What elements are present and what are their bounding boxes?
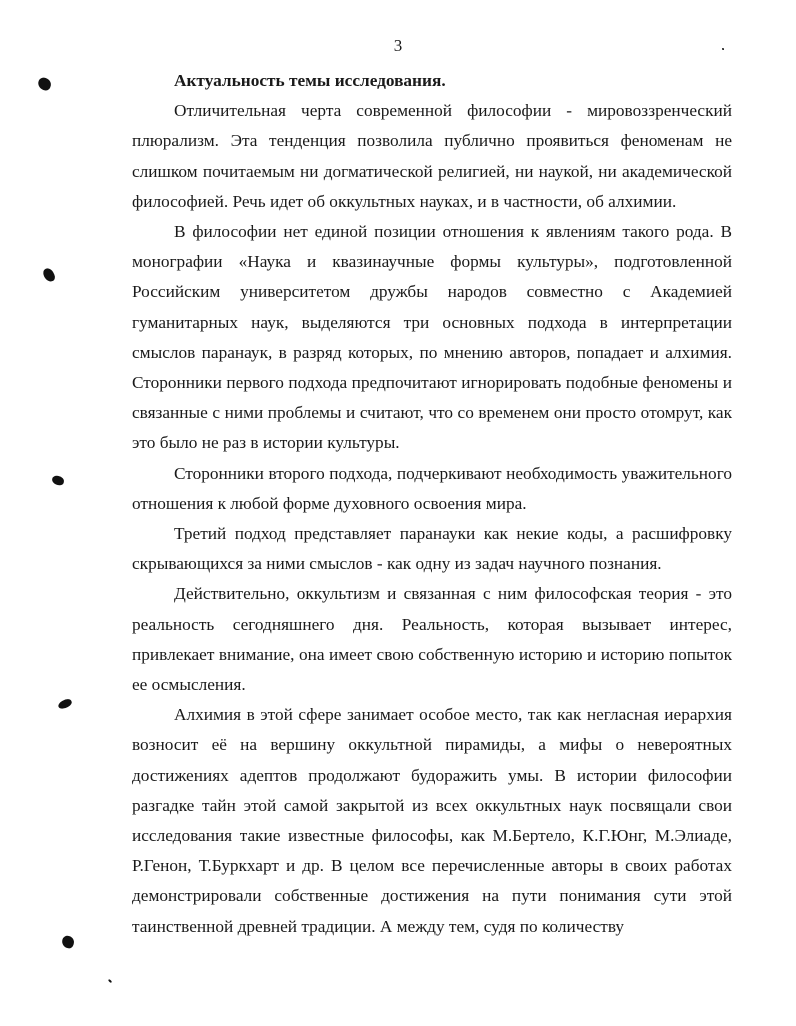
- scan-mark-1: [36, 76, 52, 92]
- paragraph-6: Алхимия в этой сфере занимает особое место, так как негласная иерархия возносит её на вершину оккультной пирамиды, а мифы о невероятных достижениях адептов продолжают будоражить умы. В истории философии разгадке тайн этой самой закрытой из всех оккультных наук посвящали свои исследования такие известные философы, как М.Бертело, К.Г.Юнг, М.Элиаде, Р.Генон, Т.Буркхарт и др. В целом все перечисленные авторы в своих работах демонстрировали собственные достижения на пути понимания сути этой таинственной древней традиции. А между тем, судя по количеству: [132, 705, 732, 936]
- scan-dot-1: [722, 48, 724, 50]
- scan-dot-2: [108, 979, 112, 983]
- paragraph-5: Действительно, оккультизм и связанная с ним философская теория - это реальность сегодняшнего дня. Реальность, которая вызывает интерес, привлекает внимание, она имеет свою собственную историю и историю попыток ее осмысления.: [132, 584, 732, 695]
- scan-mark-2: [42, 267, 57, 284]
- section-heading: Актуальность темы исследования.: [174, 71, 446, 90]
- paragraph-3: Сторонники второго подхода, подчеркивают необходимость уважительного отношения к любой форме духовного освоения мира.: [132, 463, 732, 513]
- scan-mark-5: [61, 935, 76, 950]
- paragraph-1: Отличительная черта современной философии - мировоззренческий плюрализм. Эта тенденция позволила публично проявиться феноменам не слишком почитаемым ни догматической религией, ни наукой, ни академической философией. Речь идет об оккультных науках, и в частности, об алхимии.: [132, 101, 732, 211]
- document-body: [132, 66, 732, 942]
- paragraph-4: Третий подход представляет паранауки как некие коды, а расшифровку скрывающихся за ними смыслов - как одну из задач научного познания.: [132, 524, 732, 574]
- scan-mark-4: [57, 697, 73, 711]
- page-number: 3: [393, 36, 403, 55]
- scan-mark-3: [51, 475, 64, 486]
- paragraph-2: В философии нет единой позиции отношения к явлениям такого рода. В монографии «Наука и квазинаучные формы культуры», подготовленной Российским университетом дружбы народов совместно с Академией гуманитарных наук, выделяются три основных подхода в интерпретации смыслов паранаук, в разряд которых, по мнению авторов, попадает и алхимия. Сторонники первого подхода предпочитают игнорировать подобные феномены и связанные с ними проблемы и считают, что со временем они просто отомрут, как это было не раз в истории культуры.: [132, 222, 732, 453]
